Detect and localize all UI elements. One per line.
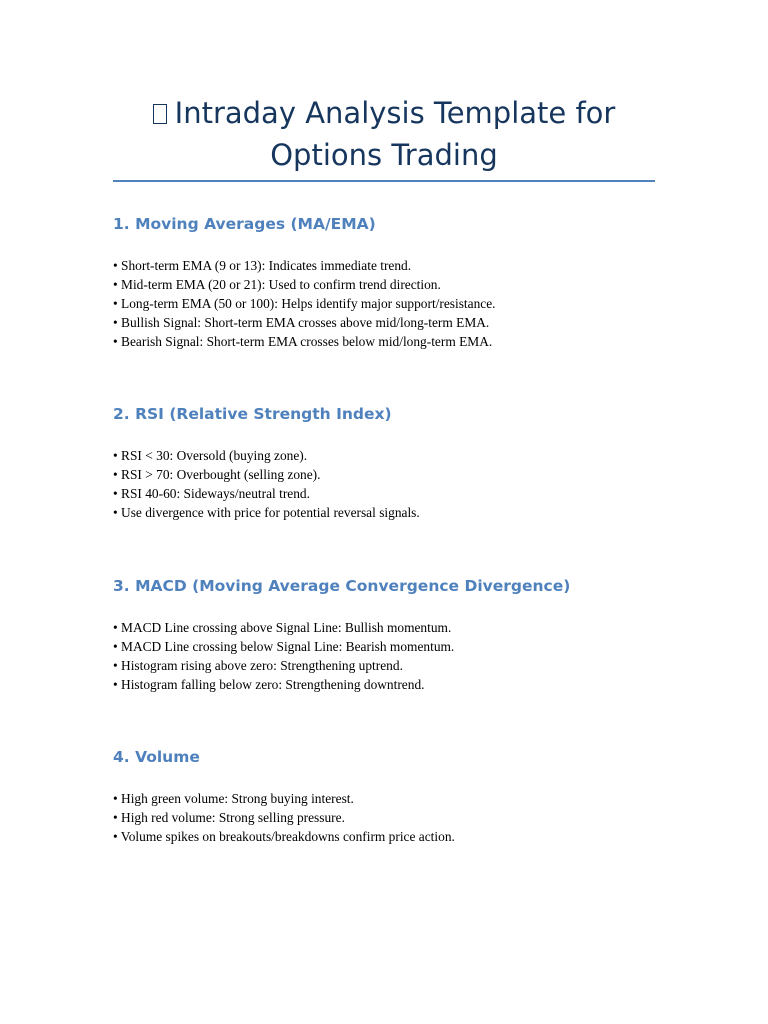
section-heading-volume: 4. Volume: [113, 748, 200, 766]
list-item: • RSI > 70: Overbought (selling zone).: [113, 467, 321, 482]
list-item: • MACD Line crossing above Signal Line: Bullish momentum.: [113, 620, 452, 635]
list-item: • RSI < 30: Oversold (buying zone).: [113, 448, 308, 463]
title-text-line-1: Intraday Analysis Template for: [174, 96, 616, 130]
list-item: • Long-term EMA (50 or 100): Helps identify major support/resistance.: [113, 296, 496, 311]
section-list-moving-averages: [113, 256, 496, 351]
list-item: • Mid-term EMA (20 or 21): Used to confirm trend direction.: [113, 277, 441, 292]
title-underline-divider: [113, 180, 655, 182]
section-heading-moving-averages: 1. Moving Averages (MA/EMA): [113, 215, 376, 233]
section-heading-macd: 3. MACD (Moving Average Convergence Divergence): [113, 577, 571, 595]
missing-glyph-box-icon: [153, 104, 167, 124]
section-list-volume: [113, 789, 455, 846]
list-item: • MACD Line crossing below Signal Line: Bearish momentum.: [113, 639, 455, 654]
section-list-macd: [113, 618, 454, 694]
title-line-2: Options Trading: [270, 138, 498, 172]
list-item: • Histogram falling below zero: Strengthening downtrend.: [113, 677, 425, 692]
list-item: • Short-term EMA (9 or 13): Indicates immediate trend.: [113, 258, 412, 273]
title-line-1: [113, 92, 655, 134]
section-heading-rsi: 2. RSI (Relative Strength Index): [113, 405, 392, 423]
list-item: • High green volume: Strong buying interest.: [113, 791, 354, 806]
section-list-rsi: [113, 446, 420, 522]
list-item: • Bullish Signal: Short-term EMA crosses above mid/long-term EMA.: [113, 315, 490, 330]
list-item: • Volume spikes on breakouts/breakdowns confirm price action.: [113, 829, 455, 844]
list-item: • RSI 40-60: Sideways/neutral trend.: [113, 486, 310, 501]
list-item: • Histogram rising above zero: Strengthening uptrend.: [113, 658, 403, 673]
document-title: [113, 92, 655, 176]
list-item: • High red volume: Strong selling pressure.: [113, 810, 345, 825]
list-item: • Bearish Signal: Short-term EMA crosses below mid/long-term EMA.: [113, 334, 493, 349]
list-item: • Use divergence with price for potential reversal signals.: [113, 505, 420, 520]
